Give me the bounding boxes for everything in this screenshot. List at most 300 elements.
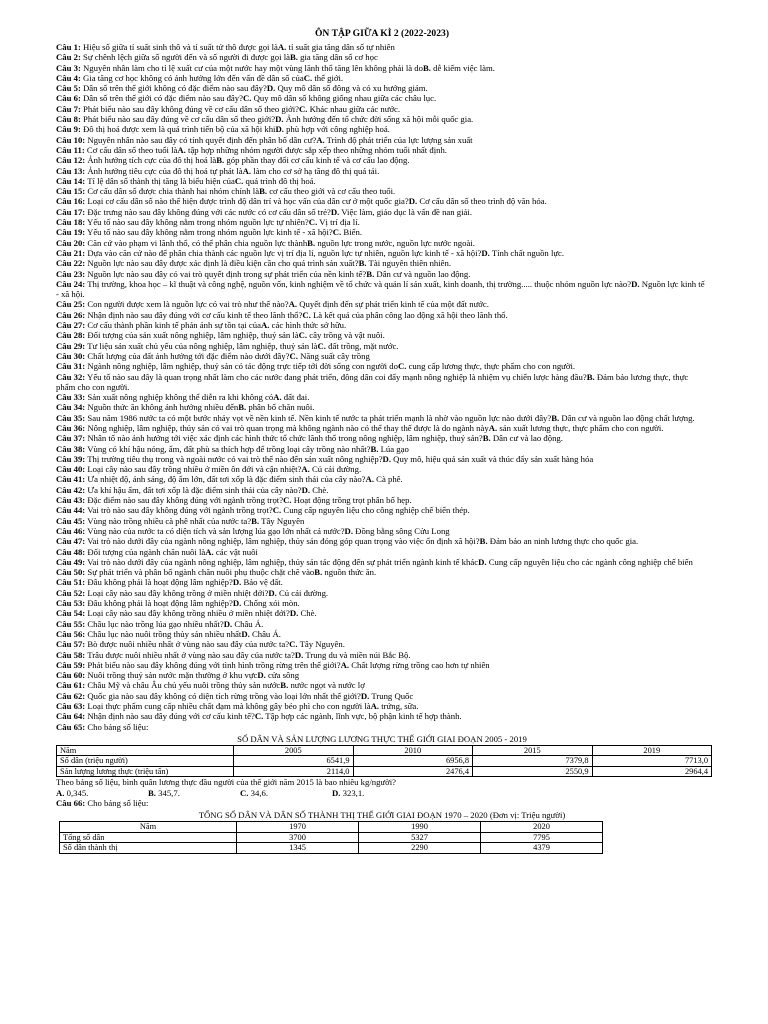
answer-label: C.: [397, 361, 407, 372]
answer-label: D.: [360, 690, 370, 701]
table1-body: [57, 756, 712, 777]
question-text: Loại cây nào sau đây không trồng nhiều ở miền nhiệt đới?: [85, 608, 290, 619]
table-cell: 7795: [481, 832, 603, 843]
answer-text: Củ cải đường.: [276, 587, 329, 598]
page-title: ÔN TẬP GIỮA KÌ 2 (2022-2023): [314, 28, 450, 39]
question-text: Tỉ lệ dân số thành thị tăng là biểu hiện của: [85, 175, 235, 186]
table-row: [57, 766, 712, 777]
answer-label: A.: [370, 701, 380, 711]
answer-text: Nguồn lực kinh tế - xã hội.: [56, 278, 705, 300]
question-item: [56, 495, 708, 505]
question-text: Hiệu số giữa tỉ suất sinh thô và tỉ suất tử thô được gọi là: [80, 42, 278, 52]
answer-label: D.: [232, 577, 242, 588]
question-text: Cho bảng số liệu:: [85, 721, 149, 732]
answer-text: Biển.: [341, 227, 363, 238]
question-item: [56, 660, 708, 670]
question-text: Dân số trên thế giới có đặc điểm nào sau đây?: [80, 93, 243, 104]
question-label: Câu 6:: [56, 93, 81, 104]
question-item: [56, 299, 708, 309]
question-text: Cơ cấu thành phần kinh tế phản ánh sự tồn tại của: [85, 320, 261, 331]
question-text: Nhận định nào sau đây đúng với cơ cấu kinh tế?: [85, 711, 255, 722]
question-text: Gia tăng cơ học không có ảnh hưởng lớn đến vấn đề dân số của: [80, 72, 304, 83]
question-text: Phát biểu nào sau đây đúng về cơ cấu dân số theo giới?: [80, 114, 276, 125]
question-text: Ưa nhiệt độ, ánh sáng, độ ẩm lớn, đất tơi xốp là đặc điểm sinh thái của cây nào?: [85, 474, 366, 485]
answer-label: D.: [408, 196, 418, 207]
answer-label: B.: [482, 433, 491, 444]
answer-label: D.: [268, 587, 277, 598]
question-item: [56, 145, 708, 155]
question-label: Câu 33:: [56, 392, 86, 403]
option-label: A.: [56, 787, 65, 798]
question-item: [56, 207, 708, 217]
table-header-cell: 2019: [592, 745, 712, 756]
answer-text: dễ kiếm việc làm.: [430, 62, 495, 73]
answer-text: Quy mô, hiệu quả sản xuất và thúc đẩy sản xuất hàng hóa: [391, 453, 594, 464]
question-label: Câu 10:: [56, 134, 86, 145]
question-text: Loại cơ cấu dân số nào thể hiện được trình độ dân trí và học vấn của dân cư ở một quốc gia?: [85, 196, 409, 207]
option-text: 323,1.: [340, 787, 365, 798]
question-text: Nguồn thức ăn không ảnh hưởng nhiều đến: [85, 402, 239, 413]
question-text: Loại thực phẩm cung cấp nhiều chất đạm mà không gây béo phì cho con người là: [85, 701, 371, 711]
answer-label: D.: [275, 124, 284, 135]
question-text: Vai trò nào dưới đây của ngành nông nghiệp, lâm nghiệp, thủy sản đóng góp quan trọng vào việc ổn định xã hội?: [85, 536, 480, 547]
option-text: 0,345.: [64, 787, 89, 798]
question-text: Nông nghiệp, lâm nghiệp, thủy sản có vai trò quan trọng mà không ngành nào có thể thay thế được là do ngành này: [85, 422, 489, 433]
answer-text: Cung cấp nguyên liệu cho các ngành công nghiệp chế biến: [486, 556, 693, 567]
question-label: Câu 60:: [56, 670, 86, 681]
table-cell: 4379: [481, 843, 603, 854]
question-text: Đối tượng của sản xuất nông nghiệp, lâm nghiệp, thuỷ sản là: [85, 330, 299, 341]
answer-label: C.: [308, 217, 318, 228]
question-label: Câu 1:: [56, 42, 81, 52]
answer-text: Năng suất cây trồng: [297, 350, 370, 361]
answer-label: C.: [289, 350, 298, 361]
answer-label: B.: [251, 515, 260, 526]
answer-text: Cung cấp nguyên liệu cho công nghiệp chế biến thép.: [281, 505, 470, 516]
question-label: Câu 64:: [56, 711, 86, 722]
option-label: C.: [240, 787, 249, 798]
answer-label: B.: [586, 371, 595, 382]
answer-text: cung cấp lương thực, thực phẩm cho con người.: [406, 361, 576, 372]
answer-label: A.: [365, 474, 374, 485]
question-label: Câu 45:: [56, 515, 86, 526]
question-item: [56, 639, 708, 649]
answer-label: C.: [317, 340, 326, 351]
question-item: [56, 423, 708, 433]
question-item: [56, 474, 708, 484]
table-cell: Số dân thành thị: [60, 843, 237, 854]
answer-text: trứng, sữa.: [379, 701, 419, 711]
answer-label: D.: [478, 556, 487, 567]
answer-text: làm cho cơ sở hạ tầng đô thị quá tải.: [251, 165, 380, 176]
answer-label: D.: [232, 598, 242, 609]
question-text: Loại cây nào sau đây trồng nhiều ở miền ôn đới và cận nhiệt?: [85, 464, 302, 475]
table-cell: 6541,9: [234, 756, 354, 767]
question-label: Câu 14:: [56, 175, 86, 186]
question-label: Câu 48:: [56, 546, 86, 557]
population-food-table: [56, 745, 712, 778]
question-label: Câu 30:: [56, 350, 86, 361]
answer-label: D.: [223, 618, 233, 629]
question-label: Câu 18:: [56, 217, 86, 228]
question-label: Câu 28:: [56, 330, 86, 341]
question-label: Câu 24:: [56, 278, 86, 289]
answer-text: đất đai.: [281, 392, 310, 403]
q66-text: Cho bảng số liệu:: [85, 797, 149, 808]
answer-text: nước ngọt và nước lợ: [288, 680, 365, 691]
answer-text: Quy mô dân số không giống nhau giữa các châu lục.: [251, 93, 437, 104]
answer-label: D.: [631, 278, 640, 289]
table-cell: 3700: [237, 832, 359, 843]
table-header-cell: 2020: [481, 822, 603, 833]
question-item: [56, 63, 708, 73]
question-item: [56, 372, 708, 393]
answer-text: Chè.: [310, 484, 329, 495]
table-cell: 2964,4: [592, 766, 712, 777]
answer-label: A.: [316, 134, 325, 145]
question-item: [56, 392, 708, 402]
question-text: Ngành nông nghiệp, lâm nghiệp, thuỷ sản có tác động trực tiếp tới đời sống con người do: [85, 361, 398, 372]
answer-text: tỉ suất gia tăng dân số tự nhiên: [286, 42, 395, 52]
question-text: Nhân tố nào ảnh hưởng tới việc xác định các hình thức tổ chức lãnh thổ trong nông nghiệp, lâm nghiệp, thuỷ sản?: [85, 433, 483, 444]
answer-label: C.: [303, 72, 313, 83]
answer-label: D.: [257, 670, 266, 681]
question-item: [56, 114, 708, 124]
answer-label: A.: [205, 546, 214, 557]
question-item: [56, 176, 708, 186]
answer-text: Chống xói mòn.: [241, 598, 300, 609]
answer-label: C.: [272, 505, 282, 516]
question-text: Nguồn lực nào sau đây có vai trò quyết định trong sự phát triển của nền kinh tế?: [85, 268, 367, 279]
option-item: [240, 788, 332, 798]
answer-text: Củ cải đường.: [309, 464, 362, 475]
q65-prompt: Theo bảng số liệu, bình quân lương thực đầu người của thế giới năm 2015 là bao nhiêu kg/người?: [56, 777, 397, 788]
question-label: Câu 37:: [56, 433, 86, 444]
question-text: Cơ cấu dân số theo tuổi là: [84, 144, 178, 155]
question-text: Thị trường tiêu thụ trong và ngoài nước có vai trò thế nào đến sản xuất nông nghiệp?: [85, 453, 383, 464]
answer-label: B.: [358, 258, 367, 269]
question-label: Câu 53:: [56, 598, 86, 609]
answer-label: B.: [423, 62, 431, 73]
option-item: [148, 788, 240, 798]
question-label: Câu 32:: [56, 371, 86, 382]
answer-text: phân bố chăn nuôi.: [246, 402, 315, 413]
question-item: [56, 650, 708, 660]
question-text: Cơ cấu dân số được chia thành hai nhóm chính là: [85, 186, 260, 197]
question-label: Câu 27:: [56, 320, 86, 331]
question-label: Câu 8:: [56, 114, 81, 125]
answer-text: phù hợp với công nghiệp hoá.: [283, 124, 390, 135]
answer-text: Là kết quả của phân công lao động xã hội theo lãnh thổ.: [310, 309, 508, 320]
answer-label: A.: [273, 392, 282, 403]
table-cell: Tổng số dân: [60, 832, 237, 843]
answer-text: sản xuất lương thực, thực phẩm cho con người.: [497, 422, 664, 433]
answer-text: Tính chất nguồn lực.: [489, 247, 565, 258]
question-label: Câu 34:: [56, 402, 86, 413]
answer-text: Ảnh hưởng đến tổ chức đời sống xã hội mỗi quốc gia.: [283, 114, 474, 125]
question-label: Câu 51:: [56, 577, 86, 588]
answer-text: Dân cư và nguồn lao động chất lượng.: [559, 412, 695, 423]
urban-population-table: [59, 821, 603, 854]
question-item: [56, 124, 708, 134]
question-text: Châu lục nào trồng lúa gạo nhiều nhất?: [85, 618, 224, 629]
answer-label: A.: [260, 320, 270, 331]
option-item: [56, 788, 148, 798]
table2-header-row: [60, 822, 603, 833]
answer-label: B.: [551, 412, 560, 423]
answer-label: C.: [298, 330, 308, 341]
question-label: Câu 36:: [56, 422, 86, 433]
question-label: Câu 16:: [56, 196, 86, 207]
question-item: [56, 536, 708, 546]
question-label: Câu 47:: [56, 536, 86, 547]
question-item: [56, 196, 708, 206]
question-text: Loại cây nào sau đây không trồng ở miền nhiệt đới?: [85, 587, 269, 598]
table2-title: TỔNG SỐ DÂN VÀ DÂN SỐ THÀNH THỊ THẾ GIỚI GIAI ĐOẠN 1970 – 2020 (Đơn vị: Triệu người): [198, 810, 566, 821]
question-item: [56, 258, 708, 268]
answer-label: B.: [307, 237, 316, 248]
question-item: [56, 557, 708, 567]
question-text: Vùng có khí hậu nóng, ẩm, đất phù sa thích hợp để trồng loại cây trồng nào nhất?: [85, 443, 371, 454]
question-label: Câu 63:: [56, 701, 86, 711]
table-header-cell: 2005: [234, 745, 354, 756]
answer-text: Trung du và miền núi Bắc Bộ.: [303, 649, 411, 660]
answer-label: A.: [301, 464, 310, 475]
question-item: [56, 526, 708, 536]
question-label: Câu 38:: [56, 443, 86, 454]
question-item: [56, 608, 708, 618]
question-item: [56, 485, 708, 495]
question-text: Đặc điểm nào sau đây không đúng với ngành trồng trọt?: [85, 495, 284, 506]
question-text: Đâu không phải là hoạt động lâm nghiệp?: [85, 577, 233, 588]
question-item: [56, 73, 708, 83]
answer-text: Dân cư và lao động.: [490, 433, 563, 444]
answer-text: Lúa gạo: [378, 443, 409, 454]
question-item: [56, 279, 708, 300]
answer-text: Trình độ phát triển của lực lượng sản xuất: [324, 134, 473, 145]
question-item: [56, 361, 708, 371]
question-label: Câu 22:: [56, 258, 86, 269]
answer-text: Tây Nguyên.: [297, 639, 345, 650]
question-label: Câu 65:: [56, 721, 86, 732]
table-cell: 7379,8: [473, 756, 593, 767]
answer-label: C.: [234, 175, 244, 186]
question-item: [56, 567, 708, 577]
answer-label: A.: [488, 422, 498, 433]
table-cell: 2290: [359, 843, 481, 854]
table-row: [60, 832, 603, 843]
question-item: [56, 547, 708, 557]
table-header-cell: Năm: [60, 822, 237, 833]
question-text: Sự phát triển và phân bố ngành chăn nuôi phụ thuộc chặt chẽ vào: [85, 567, 315, 578]
answer-label: C.: [298, 103, 308, 114]
question-item: [56, 516, 708, 526]
answer-text: các vật nuôi: [213, 546, 258, 557]
question-label: Câu 62:: [56, 690, 86, 701]
answer-text: nguồn thức ăn.: [322, 567, 377, 578]
question-item: [56, 238, 708, 248]
question-text: Đặc trưng nào sau đây không đúng với các nước có cơ cấu dân số trẻ?: [85, 206, 331, 217]
question-label: Câu 9:: [56, 124, 81, 135]
table-header-cell: Năm: [57, 745, 234, 756]
answer-label: B.: [216, 155, 225, 166]
table1-title: SỐ DÂN VÀ SẢN LƯỢNG LƯƠNG THỰC THẾ GIỚI GIAI ĐOẠN 2005 - 2019: [237, 733, 527, 744]
answer-text: Châu Á.: [249, 628, 281, 639]
question-label: Câu 31:: [56, 361, 86, 372]
question-label: Câu 52:: [56, 587, 86, 598]
question-text: Đô thị hoá được xem là quá trình tiến bộ của xã hội khi: [80, 124, 276, 135]
answer-label: B.: [238, 402, 247, 413]
question-text: Quốc gia nào sau đây không có diện tích rừng trồng vào loại lớn nhất thế giới?: [85, 690, 361, 701]
answer-label: C.: [302, 309, 311, 320]
question-text: Dựa vào căn cứ nào để phân chia thành các nguồn lực vị trí địa lí, nguồn lực tự nhiên, nguồn lực kinh tế - xã hội?: [85, 247, 482, 258]
answer-text: Quyết định đến sự phát triển kinh tế của một đất nước.: [297, 299, 489, 310]
question-item: [56, 629, 708, 639]
option-label: D.: [332, 787, 341, 798]
answer-label: D.: [330, 206, 340, 217]
question-item: [56, 269, 708, 279]
question-label: Câu 4:: [56, 72, 81, 83]
question-label: Câu 5:: [56, 83, 81, 94]
option-text: 345,7.: [155, 787, 180, 798]
answer-text: tập hợp những nhóm người được sắp xếp theo những nhóm tuổi nhất định.: [185, 144, 447, 155]
question-item: [56, 135, 708, 145]
question-item: [56, 701, 708, 711]
answer-text: Quy mô dân số đông và có xu hướng giảm.: [275, 83, 428, 94]
question-text: Châu lục nào nuôi trồng thủy sản nhiều nhất: [85, 628, 242, 639]
answer-text: Cơ cấu dân số theo trình độ văn hóa.: [417, 196, 547, 207]
answer-label: D.: [266, 83, 276, 94]
table-cell: 1345: [237, 843, 359, 854]
answer-label: D.: [301, 484, 311, 495]
question-text: Nhận định nào sau đây đúng với cơ cấu kinh tế theo lãnh thổ?: [85, 309, 303, 320]
question-label: Câu 58:: [56, 649, 86, 660]
question-item: [56, 155, 708, 165]
answer-label: D.: [241, 628, 250, 639]
answer-text: nguồn lực trong nước, nguồn lực nước ngoài.: [315, 237, 475, 248]
question-text: Phát biểu nào sau đây không đúng với tình hình trồng rừng trên thế giới?: [85, 659, 341, 670]
question-item: [56, 505, 708, 515]
answer-text: Vị trí địa lí.: [317, 217, 360, 228]
question-text: Phát biểu nào sau đây không đúng về cơ cấu dân số theo giới?: [80, 103, 299, 114]
question-label: Câu 59:: [56, 659, 86, 670]
question-label: Câu 56:: [56, 628, 86, 639]
question-text: Yếu tố nào sau đây là quan trọng nhất làm cho các nước đang phát triển, đông dân coi đẩy mạnh nông nghiệp là nhiệm vụ chiến lược hàng đầu?: [85, 371, 587, 382]
answer-label: B.: [289, 52, 298, 63]
question-text: Tư liệu sản xuất chủ yếu của nông nghiệp, lâm nghiệp, thuỷ sản là: [85, 340, 318, 351]
question-text: Bò được nuôi nhiều nhất ở vùng nào sau đây của nước ta?: [85, 639, 290, 650]
question-text: Dân số trên thế giới không có đặc điểm nào sau đây?: [80, 83, 267, 94]
table-header-cell: 2015: [473, 745, 593, 756]
question-label: Câu 20:: [56, 237, 86, 248]
answer-text: cửa sông: [265, 670, 300, 681]
question-label: Câu 43:: [56, 495, 86, 506]
question-label: Câu 55:: [56, 618, 86, 629]
answer-label: A.: [277, 42, 287, 52]
question-item: [56, 413, 708, 423]
answer-text: Hoạt động trồng trọt phân bố hẹp.: [291, 495, 412, 506]
question-label: Câu 44:: [56, 505, 86, 516]
question-text: Vùng nào của nước ta có diện tích và sản lượng lúa gạo lớn nhất cả nước?: [85, 525, 345, 536]
answer-text: cây trồng và vật nuôi.: [307, 330, 385, 341]
question-item: [56, 93, 708, 103]
question-item: [56, 320, 708, 330]
question-item: [56, 670, 708, 680]
answer-label: C.: [283, 495, 292, 506]
question-text: Căn cứ vào phạm vi lãnh thổ, có thể phân chia nguồn lực thành: [85, 237, 308, 248]
answer-text: Tài nguyên thiên nhiên.: [366, 258, 452, 269]
question-text: Thị trường, khoa học – kĩ thuật và công nghệ, nguồn vốn, kinh nghiệm về tổ chức và quản lí sản xuất, kinh doanh, thị trường..... thuộc nhóm nguồn lực nào?: [85, 278, 632, 289]
question-item: [56, 691, 708, 701]
q66: [56, 798, 708, 808]
answer-label: C.: [254, 711, 264, 722]
table1-header-row: [57, 745, 712, 756]
question-item: [56, 577, 708, 587]
question-item: [56, 351, 708, 361]
question-label: Câu 2:: [56, 52, 81, 63]
table-cell: 2550,9: [473, 766, 593, 777]
table-cell: 6956,8: [353, 756, 473, 767]
answer-text: gia tăng dân số cơ học: [297, 52, 378, 63]
question-item: [56, 444, 708, 454]
question-label: Câu 40:: [56, 464, 86, 475]
answer-label: A.: [242, 165, 252, 176]
answer-label: B.: [370, 443, 379, 454]
question-text: Đối tượng của ngành chăn nuôi là: [85, 546, 206, 557]
table-cell: 7713,0: [592, 756, 712, 767]
answer-text: Đảm bảo an ninh lương thực cho quốc gia.: [487, 536, 639, 547]
option-item: [332, 788, 424, 798]
answer-text: cơ cấu theo giới và cơ cấu theo tuổi.: [267, 186, 396, 197]
answer-text: Bảo vệ đất.: [241, 577, 283, 588]
answer-text: Việc làm, giáo dục là vấn đề nan giải.: [339, 206, 473, 217]
question-item: [56, 310, 708, 320]
q66-label: Câu 66:: [56, 797, 86, 808]
answer-label: B.: [366, 268, 375, 279]
question-text: Vai trò nào dưới đây của ngành nông nghiệp, lâm nghiệp, thủy sản tác động đến sự phát triển ngành kinh tế khác: [85, 556, 479, 567]
question-item: [56, 186, 708, 196]
question-item: [56, 402, 708, 412]
question-text: Đâu không phải là hoạt động lâm nghiệp?: [85, 598, 233, 609]
answer-label: B.: [259, 186, 268, 197]
answer-text: Đảm bảo lương thực, thực phẩm cho con người.: [56, 371, 689, 392]
question-label: Câu 25:: [56, 299, 86, 310]
answer-text: Tập hợp các ngành, lĩnh vực, bộ phận kinh tế hợp thành.: [263, 711, 462, 722]
table-header-cell: 2010: [353, 745, 473, 756]
table-cell: 5327: [359, 832, 481, 843]
question-label: Câu 23:: [56, 268, 86, 279]
table-cell: Sản lượng lương thực (triệu tấn): [57, 766, 234, 777]
question-label: Câu 7:: [56, 103, 81, 114]
question-text: Con người được xem là nguồn lực có vai trò như thế nào?: [85, 299, 289, 310]
question-label: Câu 3:: [56, 62, 81, 73]
question-label: Câu 42:: [56, 484, 86, 495]
question-list: [56, 42, 708, 732]
answer-text: Đồng bằng sông Cửu Long: [353, 525, 450, 536]
question-item: [56, 52, 708, 62]
answer-text: các hình thức sở hữu.: [269, 320, 347, 331]
table-cell: 2114,0: [234, 766, 354, 777]
question-text: Trâu được nuôi nhiều nhất ở vùng nào sau đây của nước ta?: [85, 649, 295, 660]
answer-text: Cà phê.: [374, 474, 403, 485]
answer-label: C.: [242, 93, 252, 104]
table-header-cell: 1990: [359, 822, 481, 833]
question-item: [56, 711, 708, 721]
question-text: Ảnh hưởng tích cực của đô thị hoá là: [85, 155, 217, 166]
question-text: Sản xuất nông nghiệp không thể diễn ra khi không có: [85, 392, 274, 403]
answer-text: Tây Nguyên: [259, 515, 305, 526]
question-label: Câu 61:: [56, 680, 86, 691]
